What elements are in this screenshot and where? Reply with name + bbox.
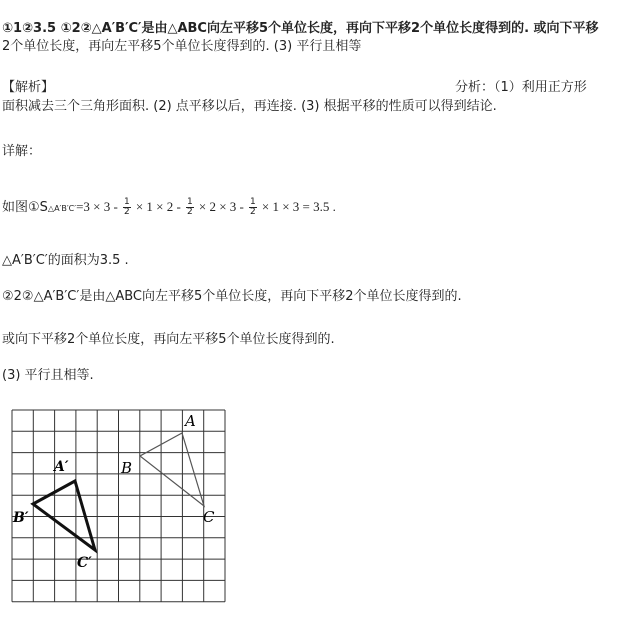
label-a: A: [185, 412, 196, 430]
label-c: C: [203, 508, 215, 526]
detail-heading: 详解：: [2, 144, 42, 159]
conclusion-sentence: (3) 平行且相等.: [2, 368, 94, 383]
label-b: B: [121, 459, 133, 477]
answer-line-1: ①1②3.5 ①2②△A′B′C′是由△ABC向左平移5个单位长度，再向下平移2个单位长度得到的. 或向下平移: [2, 21, 599, 36]
formula-part-1: =3 × 3 -: [76, 199, 118, 214]
formula-subscript: △A′B′C′: [47, 204, 77, 213]
answer-line-2: 2个单位长度，再向左平移5个单位长度得到的. (3) 平行且相等: [2, 39, 362, 54]
translate-sentence: ②2②△A′B′C′是由△ABC向左平移5个单位长度，再向下平移2个单位长度得到的.: [2, 289, 462, 304]
label-a-prime: A′: [54, 459, 69, 475]
grid-figure: [5, 405, 235, 610]
fraction-3: $\frac{1}{2}$: [250, 197, 256, 217]
analysis-line-2: 面积减去三个三角形面积. (2) 点平移以后，再连接. (3) 根据平移的性质可以得到结论.: [2, 99, 497, 114]
analysis-label: 分析：（1）利用正方形: [455, 80, 587, 95]
grid-lines: [12, 410, 225, 602]
formula-prefix: 如图①S: [2, 200, 48, 215]
formula-part-2: × 1 × 2 -: [135, 199, 181, 214]
label-c-prime: C′: [77, 555, 92, 571]
area-sentence: △A′B′C′的面积为3.5 .: [2, 253, 129, 268]
analysis-heading: 【解析】: [2, 80, 55, 95]
formula-part-3: × 2 × 3 -: [198, 199, 244, 214]
alternative-sentence: 或向下平移2个单位长度，再向左平移5个单位长度得到的.: [2, 332, 335, 347]
label-b-prime: B′: [13, 510, 29, 526]
fraction-1: $\frac{1}{2}$: [123, 197, 130, 217]
fraction-2: $\frac{1}{2}$: [186, 197, 193, 217]
formula-part-4: × 1 × 3 = 3.5 .: [261, 199, 336, 214]
area-formula: [2, 198, 336, 218]
triangle-a-prime-b-prime-c-prime: [33, 481, 95, 550]
